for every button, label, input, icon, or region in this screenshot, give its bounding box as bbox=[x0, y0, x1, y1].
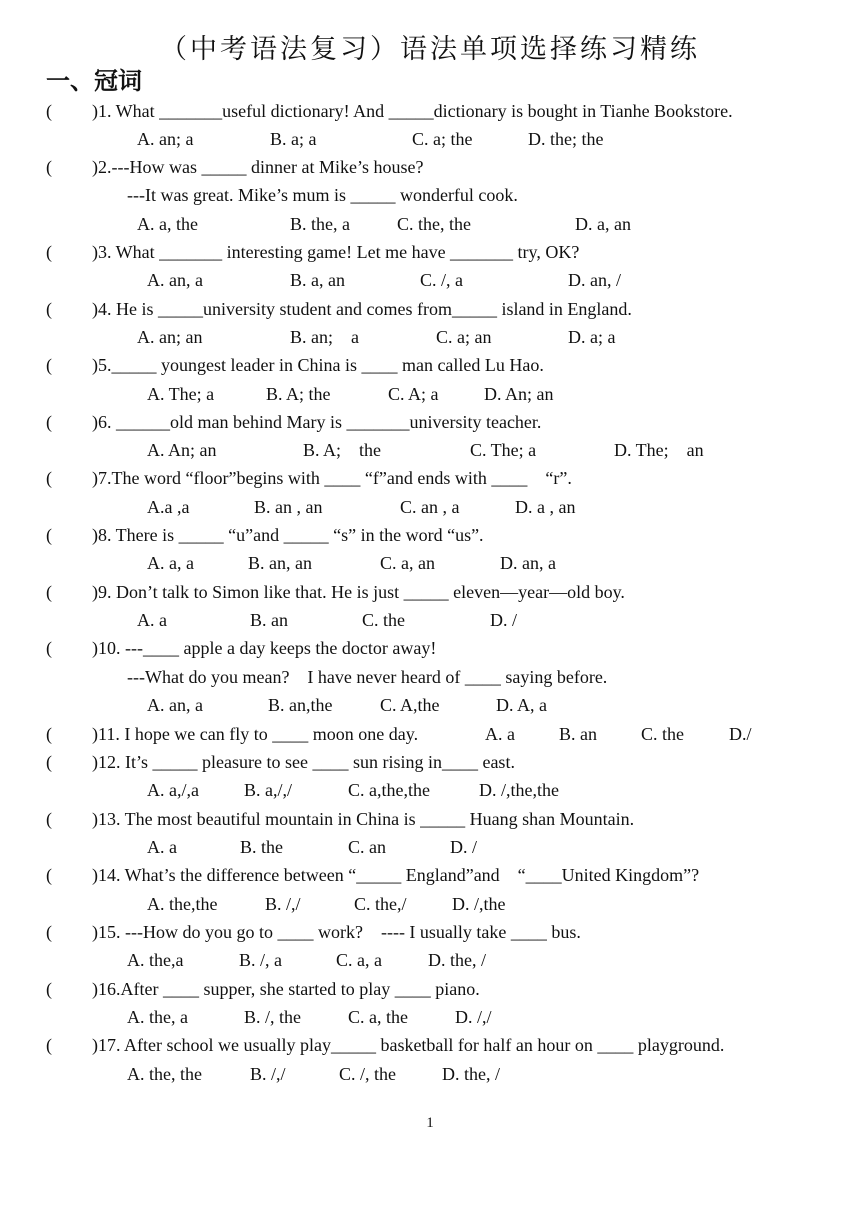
answer-bracket: ( bbox=[46, 922, 52, 942]
option-c: C. an bbox=[348, 837, 386, 857]
option-b: B. the bbox=[240, 837, 283, 857]
answer-bracket: ( bbox=[46, 157, 52, 177]
question-2-options bbox=[0, 212, 860, 236]
page-title: （中考语法复习）语法单项选择练习精练 bbox=[160, 34, 700, 65]
question-8-text: )8. There is _____ “u”and _____ “s” in the word “us”. bbox=[92, 525, 484, 545]
answer-bracket: ( bbox=[46, 809, 52, 829]
option-a: A. a, the bbox=[137, 214, 198, 234]
option-c: C. a, the bbox=[348, 1007, 408, 1027]
option-d: D. a; a bbox=[568, 327, 616, 347]
question-11-options bbox=[0, 722, 860, 746]
option-c: C. a; the bbox=[412, 129, 473, 149]
question-7-options bbox=[0, 495, 860, 519]
question-17-text: )17. After school we usually play_____ basketball for half an hour on ____ playground. bbox=[92, 1035, 725, 1055]
option-b: B. the, a bbox=[290, 214, 350, 234]
option-a: A. the, a bbox=[127, 1007, 188, 1027]
question-3-options bbox=[0, 268, 860, 292]
option-a: A. a,/,a bbox=[147, 780, 199, 800]
option-d: D. / bbox=[490, 610, 517, 630]
question-10-options bbox=[0, 693, 860, 717]
option-a: A. an, a bbox=[147, 270, 203, 290]
answer-bracket: ( bbox=[46, 582, 52, 602]
option-a: A. an, a bbox=[147, 695, 203, 715]
option-c: C. a,the,the bbox=[348, 780, 430, 800]
answer-bracket: ( bbox=[46, 865, 52, 885]
option-d: D. An; an bbox=[484, 384, 554, 404]
option-c: C. an , a bbox=[400, 497, 460, 517]
option-b: B. an; a bbox=[290, 327, 359, 347]
option-d: D. a , an bbox=[515, 497, 576, 517]
answer-bracket: ( bbox=[46, 1035, 52, 1055]
option-b: B. a, an bbox=[290, 270, 345, 290]
question-10-followup: ---What do you mean? I have never heard of ____ saying before. bbox=[127, 667, 608, 687]
question-7-text: )7.The word “floor”begins with ____ “f”and ends with ____ “r”. bbox=[92, 468, 572, 488]
option-a: A. a bbox=[485, 724, 515, 744]
option-b: B. a,/,/ bbox=[244, 780, 292, 800]
question-10-text: )10. ---____ apple a day keeps the doctor away! bbox=[92, 638, 437, 658]
question-5-text: )5._____ youngest leader in China is ____ man called Lu Hao. bbox=[92, 355, 544, 375]
question-2-text: )2.---How was _____ dinner at Mike’s house? bbox=[92, 157, 424, 177]
answer-bracket: ( bbox=[46, 525, 52, 545]
answer-bracket: ( bbox=[46, 468, 52, 488]
question-15-options bbox=[0, 948, 860, 972]
answer-bracket: ( bbox=[46, 299, 52, 319]
option-b: B. an , an bbox=[254, 497, 323, 517]
question-5-options bbox=[0, 382, 860, 406]
page-number: 1 bbox=[426, 1115, 434, 1131]
option-d: D. / bbox=[450, 837, 477, 857]
option-c: C. a; an bbox=[436, 327, 492, 347]
question-12-text: )12. It’s _____ pleasure to see ____ sun rising in____ east. bbox=[92, 752, 515, 772]
option-d: D. an, / bbox=[568, 270, 621, 290]
option-b: B. an bbox=[250, 610, 288, 630]
question-4-options bbox=[0, 325, 860, 349]
option-b: B. an, an bbox=[248, 553, 312, 573]
option-b: B. /,/ bbox=[250, 1064, 286, 1084]
question-3-text: )3. What _______ interesting game! Let me have _______ try, OK? bbox=[92, 242, 580, 262]
option-a: A. The; a bbox=[147, 384, 215, 404]
option-c: C. the bbox=[641, 724, 684, 744]
question-16-text: )16.After ____ supper, she started to play ____ piano. bbox=[92, 979, 480, 999]
option-d: D. a, an bbox=[575, 214, 631, 234]
question-1-text: )1. What _______useful dictionary! And _____dictionary is bought in Tianhe Bookstore. bbox=[92, 101, 733, 121]
option-c: C. a, an bbox=[380, 553, 435, 573]
answer-bracket: ( bbox=[46, 412, 52, 432]
option-b: B. a; a bbox=[270, 129, 317, 149]
option-c: C. the, the bbox=[397, 214, 471, 234]
option-a: A. An; an bbox=[147, 440, 217, 460]
option-a: A. the, the bbox=[127, 1064, 202, 1084]
option-a: A. an; a bbox=[137, 129, 194, 149]
option-c: C. A,the bbox=[380, 695, 440, 715]
option-d: D./ bbox=[729, 724, 752, 744]
question-1-options bbox=[0, 127, 860, 151]
option-d: D. the; the bbox=[528, 129, 604, 149]
question-15-text: )15. ---How do you go to ____ work? ---- I usually take ____ bus. bbox=[92, 922, 581, 942]
answer-bracket: ( bbox=[46, 638, 52, 658]
option-b: B. an,the bbox=[268, 695, 333, 715]
question-6-text: )6. ______old man behind Mary is _______university teacher. bbox=[92, 412, 542, 432]
option-b: B. A; the bbox=[303, 440, 382, 460]
option-b: B. an bbox=[559, 724, 597, 744]
answer-bracket: ( bbox=[46, 101, 52, 121]
option-d: D. /,the bbox=[452, 894, 506, 914]
question-17-options bbox=[0, 1062, 860, 1086]
option-b: B. /,/ bbox=[265, 894, 301, 914]
answer-bracket: ( bbox=[46, 752, 52, 772]
option-b: B. /, the bbox=[244, 1007, 301, 1027]
option-a: A. a bbox=[137, 610, 167, 630]
question-9-text: )9. Don’t talk to Simon like that. He is just _____ eleven—year—old boy. bbox=[92, 582, 625, 602]
question-6-options bbox=[0, 438, 860, 462]
answer-bracket: ( bbox=[46, 242, 52, 262]
option-c: C. the bbox=[362, 610, 405, 630]
option-a: A. a, a bbox=[147, 553, 194, 573]
answer-bracket: ( bbox=[46, 355, 52, 375]
question-13-text: )13. The most beautiful mountain in China is _____ Huang shan Mountain. bbox=[92, 809, 635, 829]
option-c: C. The; a bbox=[470, 440, 537, 460]
option-d: D. A, a bbox=[496, 695, 547, 715]
option-d: D. The; an bbox=[614, 440, 704, 460]
question-11-text: )11. I hope we can fly to ____ moon one day. bbox=[92, 724, 419, 744]
question-9-options bbox=[0, 608, 860, 632]
question-4-text: )4. He is _____university student and comes from_____ island in England. bbox=[92, 299, 632, 319]
answer-bracket: ( bbox=[46, 724, 52, 744]
option-c: C. A; a bbox=[388, 384, 439, 404]
question-12-options bbox=[0, 778, 860, 802]
question-14-text: )14. What’s the difference between “_____ England”and “____United Kingdom”? bbox=[92, 865, 700, 885]
option-d: D. /,/ bbox=[455, 1007, 492, 1027]
question-16-options bbox=[0, 1005, 860, 1029]
option-a: A. the,a bbox=[127, 950, 184, 970]
option-d: D. the, / bbox=[428, 950, 486, 970]
option-c: C. the,/ bbox=[354, 894, 407, 914]
question-8-options bbox=[0, 551, 860, 575]
option-d: D. /,the,the bbox=[479, 780, 559, 800]
question-14-options bbox=[0, 892, 860, 916]
section-heading: 一、冠词 bbox=[46, 67, 142, 95]
question-2-followup: ---It was great. Mike’s mum is _____ wonderful cook. bbox=[127, 185, 518, 205]
option-a: A. an; an bbox=[137, 327, 203, 347]
answer-bracket: ( bbox=[46, 979, 52, 999]
option-d: D. an, a bbox=[500, 553, 556, 573]
question-13-options bbox=[0, 835, 860, 859]
option-b: B. /, a bbox=[239, 950, 282, 970]
option-a: A. a bbox=[147, 837, 177, 857]
option-b: B. A; the bbox=[266, 384, 331, 404]
option-c: C. /, the bbox=[339, 1064, 396, 1084]
option-c: C. /, a bbox=[420, 270, 463, 290]
option-d: D. the, / bbox=[442, 1064, 500, 1084]
option-c: C. a, a bbox=[336, 950, 382, 970]
option-a: A. the,the bbox=[147, 894, 218, 914]
option-a: A.a ,a bbox=[147, 497, 190, 517]
